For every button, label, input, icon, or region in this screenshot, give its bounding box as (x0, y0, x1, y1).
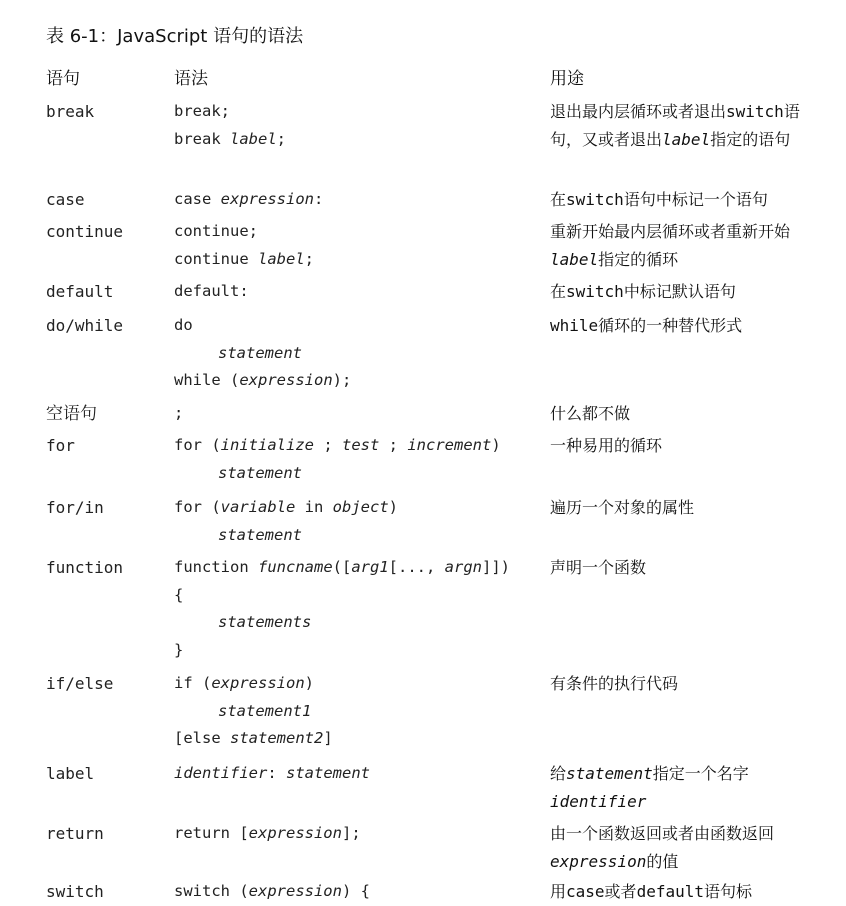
text-segment: 重新开始最内层循环或者重新开始 (550, 222, 791, 241)
text-segment: label (230, 129, 277, 148)
text-segment: switch (566, 282, 624, 301)
text-segment: while (550, 316, 599, 335)
text-segment: initialize (220, 436, 314, 454)
text-segment: 语句中标记一个语句 (623, 190, 768, 209)
statement-name: do/while (46, 316, 124, 335)
text-segment: 遍历一个对象的属性 (550, 498, 695, 517)
statement-name: for (46, 436, 75, 455)
text-segment: return [ (174, 824, 249, 842)
text-segment: continue (174, 249, 258, 268)
text-segment: 语句标 (704, 882, 753, 901)
table-title: 表 6-1：JavaScript 语句的语法 (46, 26, 304, 47)
syntax-line (174, 278, 249, 306)
text-segment: ; (276, 129, 287, 148)
statement-syntax (174, 670, 333, 753)
statement-syntax (174, 878, 370, 906)
syntax-line (174, 186, 323, 214)
text-segment: 指定的语句 (710, 130, 791, 149)
text-segment: identifier (550, 792, 647, 811)
text-segment: label (258, 249, 305, 268)
syntax-line (174, 878, 370, 906)
text-segment: 给 (550, 764, 567, 783)
text-segment: statement (218, 343, 302, 362)
text-segment: ([ (332, 558, 352, 576)
header-purpose: 用途 (550, 69, 584, 89)
syntax-line (174, 312, 351, 340)
statement-name: if/else (46, 674, 114, 693)
text-segment: case (566, 882, 605, 901)
text-segment: ) (491, 436, 501, 454)
statement-name: break (46, 102, 95, 121)
text-segment: label (550, 250, 599, 269)
syntax-line (174, 760, 370, 788)
statement-purpose (550, 186, 820, 214)
text-segment: [..., (388, 558, 445, 576)
syntax-line (174, 218, 314, 246)
text-segment: : (314, 190, 324, 208)
syntax-line (174, 126, 286, 154)
statement-name: for/in (46, 498, 104, 517)
text-segment: 声明一个函数 (550, 558, 647, 577)
statement-syntax (174, 218, 314, 273)
text-segment: argn (444, 558, 482, 576)
text-segment: for ( (174, 436, 221, 454)
syntax-line (174, 340, 351, 368)
text-segment: switch (566, 190, 624, 209)
text-segment: label (662, 130, 711, 149)
text-segment: 语句，又或者退出 (550, 102, 800, 149)
statement-syntax (174, 432, 501, 487)
text-segment: 在 (550, 282, 567, 301)
statement-syntax (174, 400, 183, 428)
text-segment: function (174, 558, 258, 576)
text-segment: statement (286, 764, 370, 782)
statement-syntax (174, 98, 286, 153)
text-segment: 一种易用的循环 (550, 436, 663, 455)
syntax-line (174, 246, 314, 274)
text-segment: ); (332, 371, 352, 389)
text-segment: switch (726, 102, 784, 121)
text-segment: continue; (174, 222, 258, 240)
text-segment: ; (304, 249, 315, 268)
syntax-line (174, 98, 286, 126)
text-segment: 指定的循环 (598, 250, 679, 269)
statement-syntax (174, 554, 510, 664)
statement-purpose (550, 878, 820, 906)
text-segment: statement (218, 525, 302, 544)
text-segment: expression (248, 824, 342, 842)
statement-purpose (550, 98, 820, 154)
text-segment: 退出最内层循环或者退出 (550, 102, 727, 121)
text-segment: 由一个函数返回或者由函数返回 (550, 824, 775, 843)
text-segment: ; (379, 436, 408, 454)
syntax-line (174, 637, 510, 665)
text-segment: 什么都不做 (550, 404, 631, 423)
text-segment: identifier (174, 764, 268, 782)
text-segment: 循环的一种替代形式 (598, 316, 743, 335)
text-segment: 或者 (604, 882, 637, 901)
text-segment: statement (566, 764, 653, 783)
statement-purpose (550, 278, 820, 306)
syntax-line (174, 698, 333, 726)
text-segment: statements (218, 613, 312, 631)
text-segment: 有条件的执行代码 (550, 674, 679, 693)
text-segment: case (174, 190, 221, 208)
text-segment: switch ( (174, 882, 249, 900)
statement-name: case (46, 190, 85, 209)
text-segment: 中标记默认语句 (623, 282, 736, 301)
statement-purpose (550, 218, 820, 274)
statement-purpose (550, 400, 820, 428)
statement-purpose (550, 670, 820, 698)
text-segment: for ( (174, 498, 221, 516)
text-segment: ]; (341, 824, 361, 842)
text-segment: break; (174, 102, 230, 120)
statement-purpose (550, 312, 820, 340)
text-segment: 用 (550, 882, 567, 901)
statement-syntax (174, 278, 249, 306)
text-segment: expression (220, 190, 314, 208)
statement-syntax (174, 312, 351, 395)
text-segment: default (636, 882, 704, 901)
statement-name: function (46, 558, 124, 577)
text-segment: ]]) (481, 558, 510, 576)
statement-name: continue (46, 222, 124, 241)
statement-name: return (46, 824, 104, 843)
syntax-line (174, 522, 398, 550)
text-segment: break (174, 129, 230, 148)
syntax-line (174, 460, 501, 488)
text-segment: statement1 (218, 701, 312, 720)
syntax-line (174, 554, 510, 582)
statement-name: default (46, 282, 114, 301)
text-segment: do (174, 316, 193, 334)
syntax-line (174, 494, 398, 522)
header-syntax: 语法 (174, 69, 208, 89)
statement-syntax (174, 820, 361, 848)
syntax-line (174, 670, 333, 698)
text-segment: 的值 (646, 852, 679, 871)
syntax-line (174, 820, 361, 848)
text-segment: object (332, 498, 389, 516)
text-segment: [else (174, 729, 230, 747)
text-segment: ; (314, 436, 342, 454)
text-segment: } (174, 640, 184, 659)
syntax-line (174, 367, 351, 395)
statement-purpose (550, 494, 820, 522)
statement-syntax (174, 186, 323, 214)
syntax-line (174, 432, 501, 460)
text-segment: 指定一个名字 (652, 764, 749, 783)
statement-name: 空语句 (46, 404, 97, 424)
header-statement: 语句 (46, 69, 80, 89)
statement-name: label (46, 764, 95, 783)
text-segment: { (174, 585, 184, 604)
text-segment: variable (220, 498, 296, 516)
text-segment: ; (174, 404, 184, 422)
text-segment: expression (239, 371, 333, 389)
syntax-line (174, 609, 510, 637)
statement-purpose (550, 820, 820, 876)
syntax-line (174, 400, 183, 428)
text-segment: while ( (174, 371, 240, 389)
statement-syntax (174, 494, 398, 549)
statement-purpose (550, 554, 820, 582)
text-segment: ] (323, 729, 333, 747)
text-segment: expression (248, 882, 342, 900)
text-segment: statement (218, 463, 302, 482)
statement-name: switch (46, 882, 104, 901)
text-segment: statement2 (230, 729, 324, 747)
text-segment: test (342, 436, 380, 454)
text-segment: arg1 (351, 558, 389, 576)
syntax-line (174, 725, 333, 753)
text-segment: 在 (550, 190, 567, 209)
text-segment: expression (550, 852, 647, 871)
text-segment: ) (388, 498, 398, 516)
syntax-line (174, 582, 510, 610)
text-segment: : (267, 764, 286, 782)
text-segment: ) (304, 674, 314, 692)
text-segment: default: (174, 282, 249, 300)
text-segment: in (295, 498, 333, 516)
statement-purpose (550, 760, 820, 816)
text-segment: ) { (341, 882, 370, 900)
statement-purpose (550, 432, 820, 460)
text-segment: expression (211, 674, 305, 692)
text-segment: if ( (174, 674, 212, 692)
statement-syntax (174, 760, 370, 788)
text-segment: increment (407, 436, 492, 454)
text-segment: funcname (258, 558, 333, 576)
